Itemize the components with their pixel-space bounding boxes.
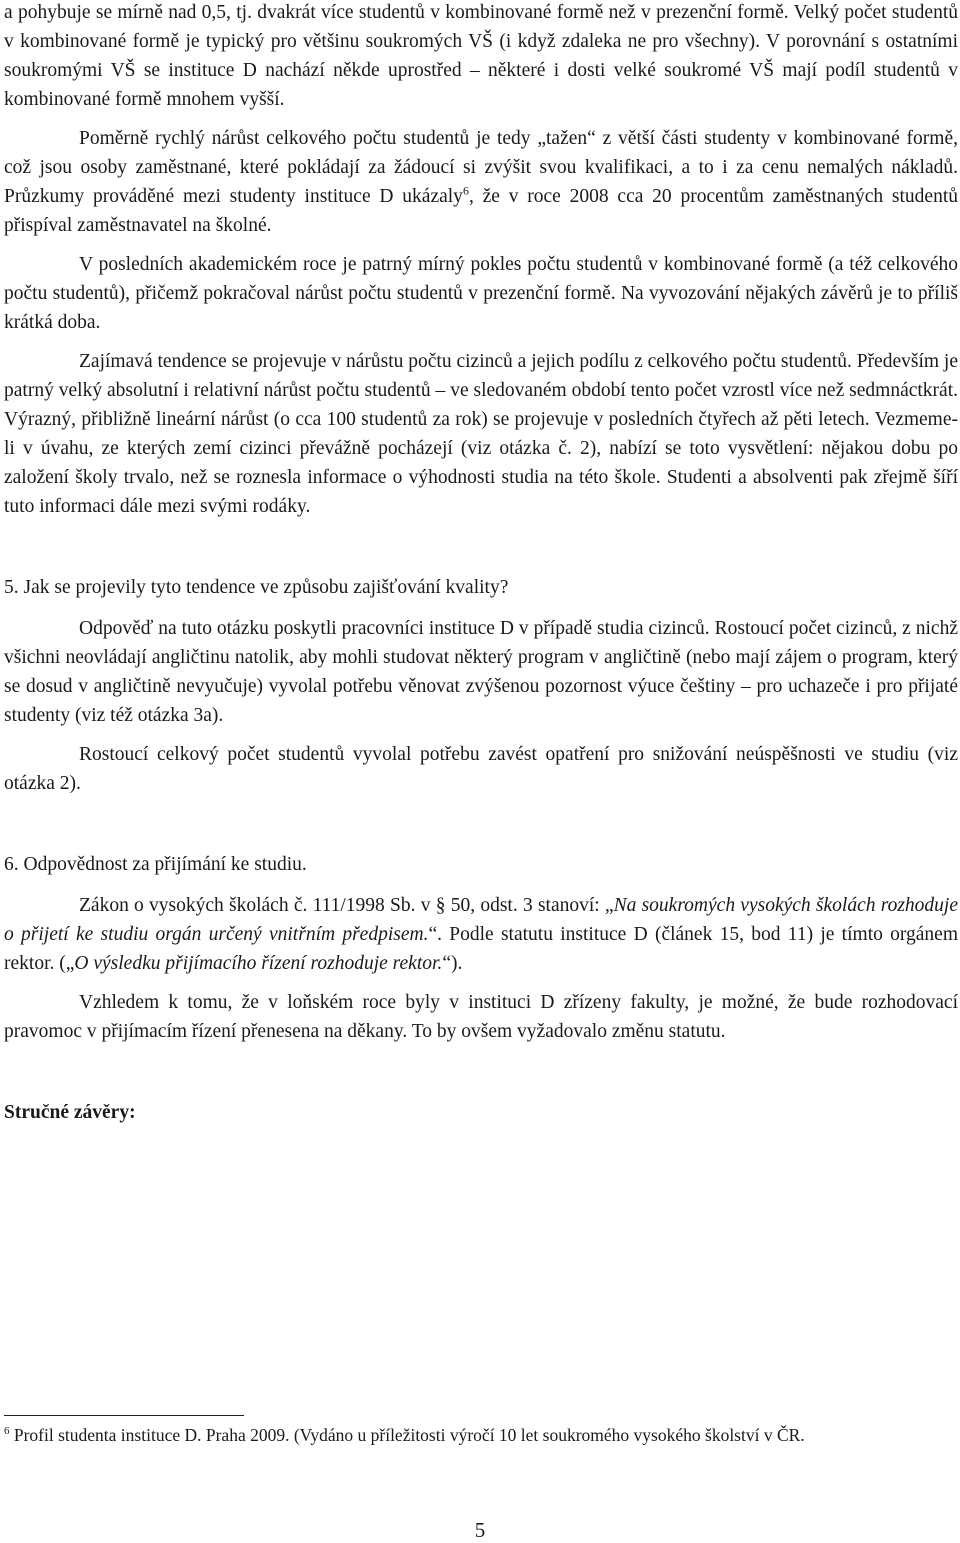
statute-quote: O výsledku přijímacího řízení rozhoduje rektor. bbox=[74, 953, 443, 974]
footnote-reference[interactable]: 6 bbox=[462, 183, 469, 198]
page-number: 5 bbox=[474, 1518, 486, 1542]
paragraph-text: Zákon o vysokých školách č. 111/1998 Sb. v § 50, odst. 3 stanoví: „ bbox=[79, 895, 614, 916]
paragraph-failure-measures: Rostoucí celkový počet studentů vyvolal potřebu zavést opatření pro snižování neúspěšnosti ve studiu (viz otázka 2). bbox=[4, 744, 958, 794]
section-heading-conclusions: Stručné závěry: bbox=[4, 1102, 136, 1123]
footnote-number: 6 bbox=[4, 1425, 10, 1438]
paragraph-faculties: Vzhledem k tomu, že v loňském roce byly v instituci D zřízeny fakulty, je možné, že bude rozhodovací pravomoc v přijímacím řízení přenesena na děkany. To by ovšem vyžadovalo změnu statutu. bbox=[4, 992, 958, 1042]
law-quote: Na soukromých vysokých školách rozhoduje o přijetí ke studiu orgán určený vnitřním předpisem. bbox=[4, 895, 958, 945]
paragraph-text: , že v roce 2008 cca 20 procentům zaměstnaných studentů přispíval zaměstnavatel na školné. bbox=[4, 186, 958, 236]
document-page bbox=[4, 0, 958, 1127]
footnote-separator bbox=[4, 1415, 244, 1416]
paragraph-recent-decline: V posledních akademickém roce je patrný mírný pokles počtu studentů v kombinované formě (a též celkového počtu studentů), přičemž pokračoval nárůst počtu studentů v prezenční formě. Na vyvozování nějakých závěrů je to příliš krátká doba. bbox=[4, 254, 958, 333]
section-heading-admissions: 6. Odpovědnost za přijímání ke studiu. bbox=[4, 854, 307, 875]
paragraph-part-time-ratio: a pohybuje se mírně nad 0,5, tj. dvakrát více studentů v kombinované formě než v prezenční formě. Velký počet studentů v kombinované formě je typický pro většinu soukromých VŠ (i když zdaleka ne pro všechny). V porovnání s ostatními soukromými VŠ se instituce D nachází někde uprostřed – některé i dosti velké soukromé VŠ mají podíl studentů v kombinované formě mnohem vyšší. bbox=[4, 2, 958, 110]
paragraph-text: Poměrně rychlý nárůst celkového počtu studentů je tedy „tažen“ z větší části studenty v kombinované formě, což jsou osoby zaměstnané, které pokládají za žádoucí si zvýšit svou kvalifikaci, a to i za cenu nemalých nákladů. Průzkumy prováděné mezi studenty instituce D ukázaly bbox=[4, 128, 958, 207]
paragraph-czech-teaching: Odpověď na tuto otázku poskytli pracovníci instituce D v případě studia cizinců. Rostoucí počet cizinců, z nichž všichni neovládají angličtinu natolik, aby mohli studovat některý program v angličtině (nebo mají zájem o program, který se dosud v angličtině nevyučuje) vyvolal potřebu věnovat zvýšenou pozornost výuce češtiny – pro uchazeče i pro přijaté studenty (viz též otázka 3a). bbox=[4, 618, 958, 726]
paragraph-foreign-students: Zajímavá tendence se projevuje v nárůstu počtu cizinců a jejich podílu z celkového počtu studentů. Především je patrný velký absolutní i relativní nárůst počtu studentů – ve sledovaném období tento počet vzrostl více než sedmnáctkrát. Výrazný, přibližně lineární nárůst (o cca 100 studentů za rok) se projevuje v posledních čtyřech až pěti letech. Vezmeme-li v úvahu, ze kterých zemí cizinci převážně pocházejí (viz otázka č. 2), nabízí se toto vysvětlení: nějakou dobu po založení školy trvalo, než se roznesla informace o výhodnosti studia na této škole. Studenti a absolventi pak zřejmě šíří tuto informaci dále mezi svými rodáky. bbox=[4, 351, 958, 517]
paragraph-text: “. Podle statutu instituce D (článek 15, bod 11) je tímto orgánem rektor. („ bbox=[4, 924, 959, 974]
section-heading-quality: 5. Jak se projevily tyto tendence ve způsobu zajišťování kvality? bbox=[4, 577, 509, 598]
footnote-text: Profil studenta instituce D. Praha 2009. (Vydáno u příležitosti výročí 10 let soukromého vysokého školství v ČR. bbox=[13, 1425, 805, 1445]
paragraph-growth-combined-form bbox=[4, 124, 958, 240]
paragraph-text: “). bbox=[442, 953, 463, 974]
paragraph-admissions-law bbox=[4, 891, 958, 978]
footnote bbox=[4, 1423, 958, 1447]
